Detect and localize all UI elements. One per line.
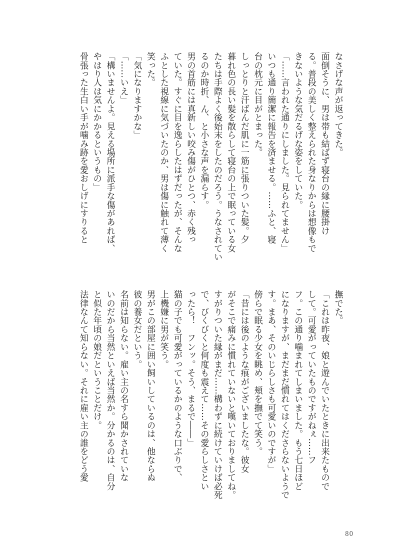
- text-line: 台の枕元に目がとまった。: [252, 52, 263, 157]
- text-line: いのだから当然といえば当然か。分かるのは、自分: [105, 290, 116, 491]
- text-line: して。可愛がっていたものですがねぇ……フ: [306, 290, 317, 465]
- text-line: なさげな声が返ってきた。: [333, 52, 343, 157]
- text-line: るのか時折、ん、と小さな声を漏らす。: [198, 52, 209, 209]
- page-number: 80: [345, 531, 354, 538]
- text-line: 法律なんて知らない。それに雇い主の誰をどう愛: [78, 290, 89, 482]
- text-line: 上機嫌に男が笑う。: [158, 290, 169, 369]
- text-line: 「構いませんよ。見える場所に派手な傷があれば、: [105, 52, 116, 253]
- text-line: 男の首筋には真新しい咬み傷がひとつ、赤く残っ: [185, 52, 196, 244]
- text-line: しっとりと汗ばんだ肌に一筋に張りついた髪。夕: [239, 52, 250, 244]
- text-line: きないような気だるげな姿をしていた。: [292, 52, 303, 209]
- text-line: がそこで痛みに慣れていないと嘆いておりましてね。: [225, 290, 236, 500]
- text-line: 名前は知らない。雇い主の名すら聞かされていな: [118, 290, 129, 482]
- text-line: フ。この通り噛まれてしまいました。もう七日ほど: [292, 290, 303, 491]
- text-line: になりますが、まだまだ慣れてはくださらないようで: [279, 290, 290, 500]
- text-line: で、びくびくと何度も震えて……その愛らしさとい: [198, 290, 209, 491]
- text-line: と似た年頃の娘だということだけ。: [91, 290, 102, 430]
- text-column-top: [76, 52, 344, 264]
- text-line: 「……いえ」: [118, 52, 129, 105]
- text-line: 面倒そうに、男は帯も結ばず寝台の縁に腰掛け: [319, 52, 330, 236]
- text-line: 傍らで眠る少女を眺め、頬を撫でて笑う。: [252, 290, 263, 456]
- text-line: 骨張った生白い手が噛み跡を愛おしげにすりると: [78, 52, 89, 244]
- text-line: 男がこの部屋に囲い飼いしているのは、他ならぬ: [145, 290, 156, 482]
- text-line: ふとした視線に気づいたのか、男は傷に触れて薄く: [158, 52, 169, 253]
- text-line: やはり人は気にかかるというもの」: [91, 52, 102, 192]
- text-line: ったら！ フンッ。そう、まるで――」: [185, 290, 196, 447]
- text-column-bottom: [76, 290, 344, 512]
- text-line: 「昔には後のような痕がございましたな。彼女: [239, 290, 250, 474]
- text-line: 猫の子でも可愛がっているかのような口ぶりで、: [172, 290, 183, 482]
- text-line: 「気になりますかな」: [131, 52, 142, 140]
- text-line: 笑った。: [145, 52, 156, 87]
- text-line: たちは手際よく後始末をしたのだろう。うなされてい: [212, 52, 223, 262]
- text-line: す。まあ、そのいじらしさも可愛いのですが」: [265, 290, 276, 474]
- text-line: ていた。すぐに目を逸らしたはずだったが、そんな: [172, 52, 183, 253]
- text-line: すがりついた縁がまだ……構わずに続けていけば必死: [212, 290, 223, 500]
- text-line: 撫でた。: [333, 290, 343, 325]
- text-line: 「……言われた通りにしました。見られてません」: [279, 52, 290, 253]
- text-line: いつも通り簡潔に報告を済ませる。……ふと、寝: [265, 52, 276, 244]
- text-line: 彼の養女だという。: [131, 290, 142, 369]
- text-line: る。普段の美しく整えられた身なりからは想像もで: [306, 52, 317, 253]
- text-line: 「これは昨夜、娘と遊んでいたときに出来たもので: [319, 290, 330, 491]
- text-line: 暮れ色の長い髪を散らして寝台の上で眠っている女: [225, 52, 236, 253]
